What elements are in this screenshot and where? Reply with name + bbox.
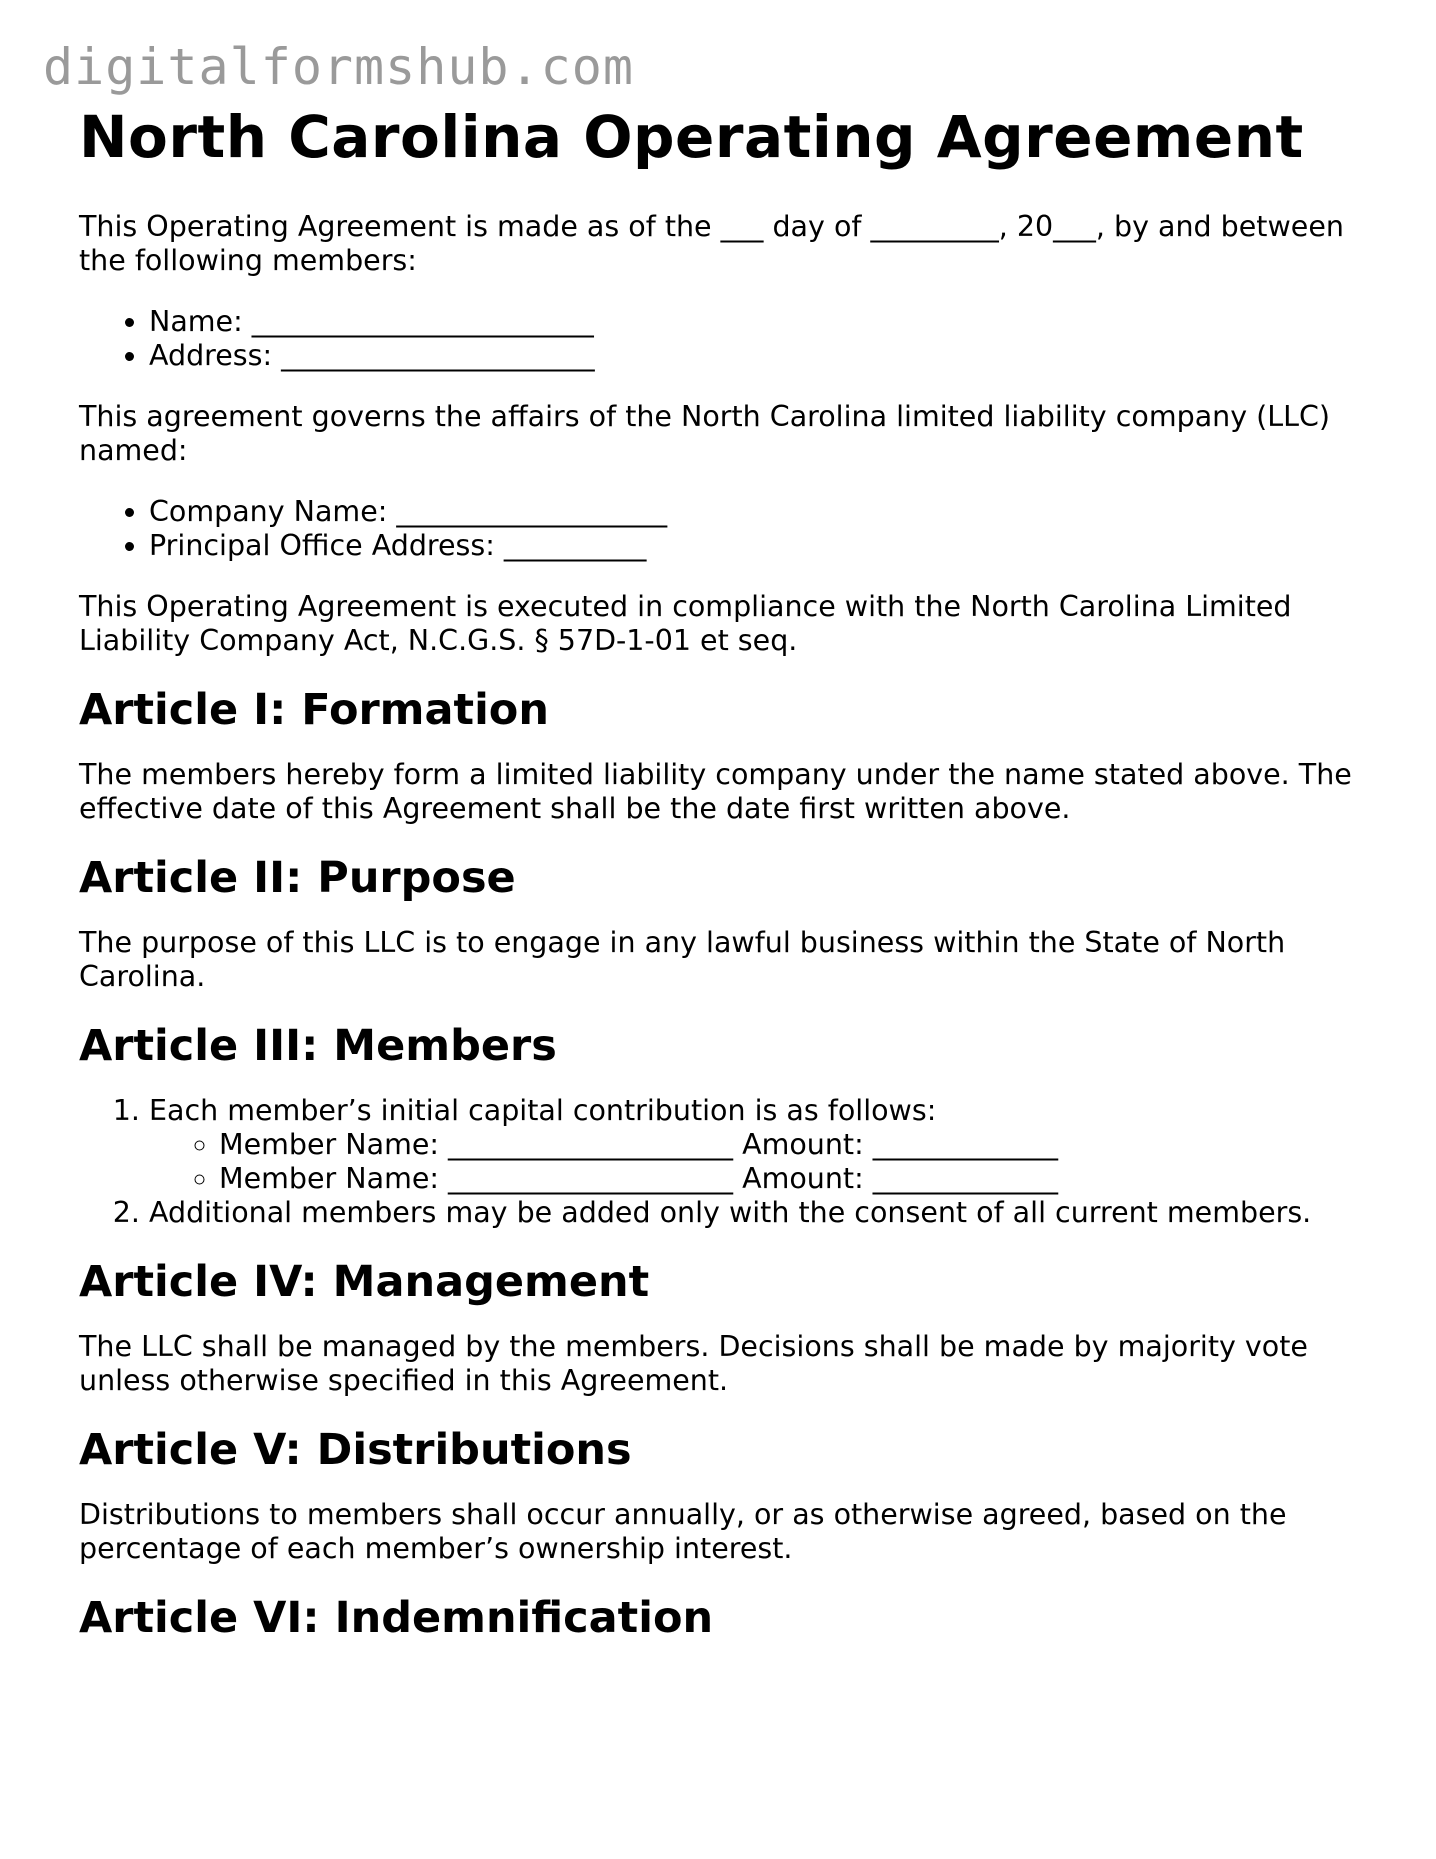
article-distributions-body: Distributions to members shall occur annually, or as otherwise agreed, based on the percentage of each member’s ownership interest. [79,1498,1287,1565]
list-item: ◦ Member Name: ____________________ Amount: _____________ [219,1162,1369,1196]
list-item: ◦ Member Name: ____________________ Amount: _____________ [219,1128,1369,1162]
article-management-body: The LLC shall be managed by the members. Decisions shall be made by majority vote unless otherwise specified in this Agreement. [79,1330,1308,1397]
article-members-list [79,1094,1369,1230]
article-formation-heading: Article I: Formation [79,685,549,735]
contribution-list [149,1128,1369,1196]
company-fields-list [79,495,1369,563]
intro-paragraph: This Operating Agreement is made as of the ___ day of _________, 20___, by and between the following members: [79,210,1344,277]
document [79,98,1369,1644]
article-distributions-heading: Article V: Distributions [79,1425,632,1475]
watermark: digitalformshub.com [43,38,634,96]
article-purpose-body: The purpose of this LLC is to engage in any lawful business within the State of North Carolina. [79,926,1286,993]
list-item: • Name: ________________________ [149,305,1369,339]
governs-paragraph: This agreement governs the affairs of the North Carolina limited liability company (LLC) named: [79,400,1331,467]
article-members-heading: Article III: Members [79,1021,557,1071]
list-item: 2. Additional members may be added only with the consent of all current members. [149,1196,1369,1230]
list-item [149,1094,1369,1196]
list-item: • Company Name: ___________________ [149,495,1369,529]
article-management-heading: Article IV: Management [79,1257,650,1307]
list-item-text: Each member’s initial capital contribution is as follows: [149,1094,937,1127]
list-item: • Principal Office Address: __________ [149,529,1369,563]
member-fields-list [79,305,1369,373]
list-item: • Address: ______________________ [149,339,1369,373]
article-formation-body: The members hereby form a limited liability company under the name stated above. The effective date of this Agreement shall be the date first written above. [79,758,1352,825]
page-title: North Carolina Operating Agreement [79,103,1304,171]
article-purpose-heading: Article II: Purpose [79,853,516,903]
compliance-paragraph: This Operating Agreement is executed in compliance with the North Carolina Limited Liability Company Act, N.C.G.S. § 57D-1-01 et seq. [79,590,1292,657]
article-indemnification-heading: Article VI: Indemnification [79,1593,714,1643]
